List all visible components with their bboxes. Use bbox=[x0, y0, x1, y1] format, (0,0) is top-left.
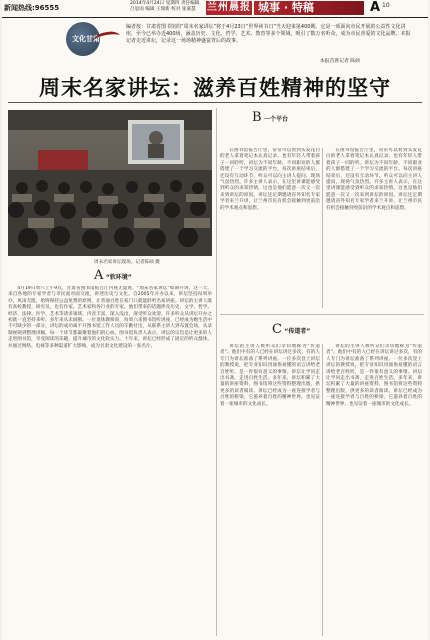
column-emblem bbox=[66, 22, 122, 56]
article-body-mid bbox=[220, 148, 320, 308]
page-header bbox=[2, 0, 428, 17]
editor-note: 编者按：甘肃省图书馆的“周末名家讲坛”将于4月23日“世界读书日”当天迎来第400期。它是一项面向市民开展的公益性文化讲座，至今已举办近400场，涵盖历史、文化、哲学、艺术、教育等多个领域，吸引了数万名听众，成为市民喜爱的文化品牌。本报记者走近讲坛，记录这一场场精神盛宴背后的故事。 bbox=[126, 24, 411, 44]
paragraph: 在图书馆报告厅里，常常可以看到头发花白的老人拿着笔记本认真记录，也有年轻人带着孩子一同聆听。讲坛为不同年龄、不同职业的人群搭建了一个学习交流的平台。每次讲座结束后，还设有互动环节，听众可以向主讲人提问，现场气氛热烈。许多主讲人表示，在这里讲课能感受到听众的求知热情，这也是他们愿意一次又一次来到讲坛的原因。讲坛还定期邀请省外知名专家学者来兰开讲，让兰州市民有机会接触到更前沿的学术观点和思想。 bbox=[220, 148, 320, 211]
news-hotline: 新闻热线:96555 bbox=[4, 4, 60, 12]
section-c-letter: C bbox=[272, 322, 282, 337]
section-c-title: “传道者” bbox=[284, 328, 311, 335]
lecture-hall-photo bbox=[8, 110, 212, 256]
column-divider bbox=[216, 108, 217, 636]
section-divider bbox=[220, 314, 424, 315]
column-divider bbox=[322, 344, 323, 636]
paragraph: 讲坛的主讲人被听众们亲切地称为“传道者”。他们中有的人已经在讲坛讲过多次，有的人专门为讲坛准备了系列讲座。一位多次登上讲坛的教授说，把专业知识用通俗易懂的语言讲给老百姓听，是一件很有意义的事情。讲坛让学问走出书斋，走进百姓生活。多年来，讲坛积累了大量的讲座资料，图书馆将这些资料整理出版，供更多的读者阅读。讲坛已经成为一座连接学者与百姓的桥梁，它滋养着百姓的精神世界，也见证着一座城市的文化成长。 bbox=[220, 344, 320, 407]
headline-divider bbox=[8, 102, 422, 103]
article-body-mid-right bbox=[326, 148, 422, 308]
photo-caption: 周末名家讲坛现场。记者陈硕 摄 bbox=[94, 260, 160, 265]
newspaper-page bbox=[2, 0, 428, 640]
section-c-marker bbox=[272, 322, 310, 337]
article-body-left bbox=[8, 286, 212, 636]
page-number-letter: A bbox=[370, 0, 381, 15]
masthead-logo: 兰州晨报 bbox=[207, 2, 251, 13]
paragraph: 在图书馆报告厅里，常常可以看到头发花白的老人拿着笔记本认真记录，也有年轻人带着孩子一同聆听。讲坛为不同年龄、不同职业的人群搭建了一个学习交流的平台。每次讲座结束后，还设有互动环节，听众可以向主讲人提问，现场气氛热烈。许多主讲人表示，在这里讲课能感受到听众的求知热情，这也是他们愿意一次又一次来到讲坛的原因。讲坛还定期邀请省外知名专家学者来兰开讲，让兰州市民有机会接触到更前沿的学术观点和思想。 bbox=[326, 148, 422, 211]
section-b-marker bbox=[252, 110, 288, 125]
section-a-letter: A bbox=[94, 268, 104, 283]
byline: 本报首席记者 陈硕 bbox=[320, 59, 360, 64]
dateline: 2014年4月24日 星期四 责任编辑 吕思雨 编辑 王瑞新 校对 张嘉慧 bbox=[130, 1, 200, 12]
column-divider bbox=[322, 148, 323, 308]
header-divider bbox=[2, 17, 428, 18]
article-body-far-right bbox=[326, 344, 422, 636]
page-number: 10 bbox=[382, 2, 390, 9]
paragraph: 讲坛的主讲人被听众们亲切地称为“传道者”。他们中有的人已经在讲坛讲过多次，有的人专门为讲坛准备了系列讲座。一位多次登上讲坛的教授说，把专业知识用通俗易懂的语言讲给老百姓听，是一件很有意义的事情。讲坛让学问走出书斋，走进百姓生活。多年来，讲坛积累了大量的讲座资料，图书馆将这些资料整理出版，供更多的读者阅读。讲坛已经成为一座连接学者与百姓的桥梁，它滋养着百姓的精神世界，也见证着一座城市的文化成长。 bbox=[326, 344, 422, 407]
section-b-letter: B bbox=[252, 110, 262, 125]
section-a-marker bbox=[94, 268, 132, 283]
paragraph: 4月19日周六上午9点，甘肃省图书馆报告厅内座无虚席，“周末名家讲坛”如期开讲。这一天，来自各地的专家学者与市民面对面交流，讲述历史与文化。自2005年开办以来，讲坛坚持每周举办，风雨无阻，始终保持公益免费的原则，让普通百姓在家门口就能聆听名家讲座。讲坛的主讲人既有高校教授、研究员，也有作家、艺术家和各行业的专家。他们带来的话题涉及历史、文学、哲学、经济、法律、医学、艺术等诸多领域，内容丰富，深入浅出，深受听众欢迎。许多听众从讲坛开办之初就一直坚持来听，多年来从未间断。一位退休教师说，每周六来图书馆听讲座，已经成为她生活中不可缺少的一部分。讲坛的成功离不开图书馆工作人员的辛勤付出，从联系主讲人到布置会场，从录制视频到整理讲稿，每一个环节都凝聚着他们的心血。图书馆负责人表示，讲坛的宗旨是让更多的人走进图书馆，享受阅读的乐趣，提升城市的文化软实力。十年来，讲坛已经形成了固定的听众群体，并通过网络、电视等多种渠道扩大影响，成为甘肃文化建设的一张名片。 bbox=[8, 286, 212, 349]
section-a-title: “软环境” bbox=[105, 274, 132, 281]
article-body-right bbox=[220, 344, 320, 636]
headline: 周末名家讲坛：滋养百姓精神的坚守 bbox=[39, 76, 391, 100]
emblem-label: 文化甘肃 bbox=[72, 35, 100, 43]
section-title: 城事 · 特稿 bbox=[254, 1, 364, 15]
section-b-title: 一个平台 bbox=[264, 116, 289, 123]
